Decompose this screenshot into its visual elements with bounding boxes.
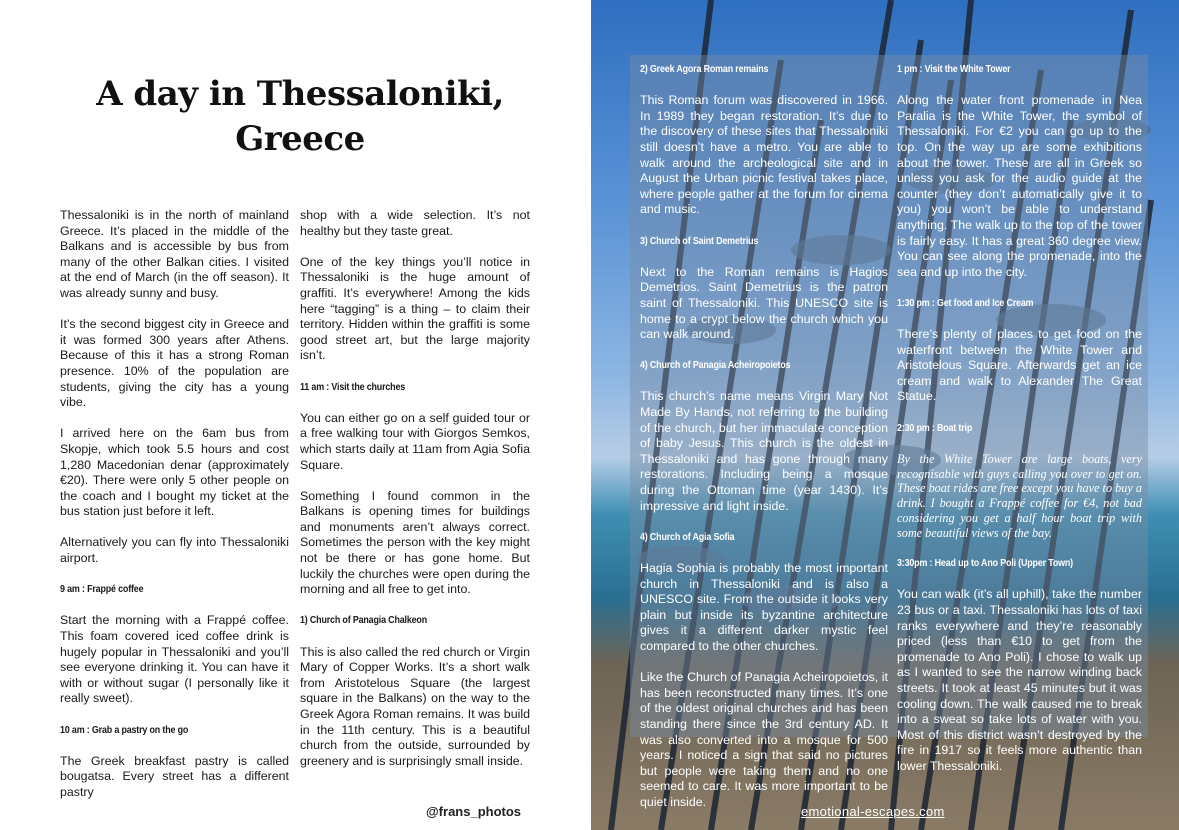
paragraph: The Greek breakfast pastry is called bougatsa. Every street has a different pastry [60, 753, 289, 799]
section-heading: 3) Church of Saint Demetrius [640, 234, 759, 247]
paragraph: Something I found common in the Balkans is opening times for buildings and monuments aren’t always correct. Sometimes the person with the key might not be there or has gone home. But luckily the churches were open during the morning and all free to get into. [300, 488, 530, 597]
paragraph: This church’s name means Virgin Mary Not Made By Hands, not referring to the building of the church, but her immaculate conception of baby Jesus. This church is the oldest in Thessaloniki and has gone through many restorations. Including being a mosque during the Ottoman time (year 1430). It’s impressive and light inside. [640, 389, 888, 513]
paragraph: This is also called the red church or Virgin Mary of Copper Works. It’s a short walk from Aristotelous Square (the largest square in the Balkans) on the way to the Greek Agora Roman remains. It was build in the 11th century. This is a beautiful church from the outside, surrounded by greenery and is surprisingly small inside. [300, 644, 530, 768]
paragraph: It’s the second biggest city in Greece and it was formed 300 years after Athens. Because of this it has a strong Roman presence. 10% of the population are students, giving the city has a young vibe. [60, 317, 289, 410]
right-page [591, 0, 1179, 830]
page-title: A day in Thessaloniki, Greece [96, 74, 504, 159]
article-column-2 [300, 208, 530, 785]
section-heading: 2) Greek Agora Roman remains [640, 63, 769, 75]
section-heading: 1 pm : Visit the White Tower [897, 63, 1011, 75]
section-heading: 10 am : Grab a pastry on the go [60, 723, 189, 736]
section-heading: 1:30 pm : Get food and Ice Cream [897, 296, 1034, 309]
section-heading: 2:30 pm : Boat trip [897, 421, 973, 434]
paragraph: One of the key things you’ll notice in Thessaloniki is the huge amount of graffiti. It’s everywhere! Among the kids here “tagging” is a thing – to claim their territory. Hidden within the graffiti is some good street art, but the large majority isn’t. [300, 254, 530, 363]
paragraph: Next to the Roman remains is Hagios Demetrios. Saint Demetrius is the patron saint of Thessaloniki. This UNESCO site is home to a crypt below the church which you can walk around. [640, 264, 888, 342]
paragraph: Alternatively you can fly into Thessaloniki airport. [60, 535, 289, 566]
section-heading: 11 am : Visit the churches [300, 380, 406, 393]
article-column-3 [640, 62, 888, 826]
paragraph: Thessaloniki is in the north of mainland Greece. It’s placed in the middle of the Balkans and is accessible by bus from many of the other Balkan cities. I visited at the end of March (in the off season). It was already sunny and busy. [60, 208, 289, 300]
photographer-handle: @frans_photos [426, 804, 522, 819]
paragraph: Start the morning with a Frappé coffee. This foam covered iced coffee drink is hugely popular in Thessaloniki and you’ll see everyone drinking it. You can have it with or without sugar (I personally like it really sweet). [60, 613, 289, 706]
paragraph: You can walk (it’s all uphill), take the number 23 bus or a taxi. Thessaloniki has lots of taxi ranks everywhere and they’re reasonably priced (less than €10 to get from the promenade to Ano Poli). I chose to walk up as I wanted to see the narrow winding back streets. It took at least 45 minutes but it was cooling down. The walk caused me to break into a sweat so take lots of water with you. Most of this district wasn’t destroyed by the fire in 1917 so it feels more authentic than lower Thessaloniki. [897, 587, 1142, 773]
article-column-1 [60, 208, 289, 816]
section-heading: 3:30pm : Head up to Ano Poli (Upper Town) [897, 557, 1073, 570]
paragraph: You can either go on a self guided tour or a free walking tour with Giorgos Semkos, which starts daily at 11am from Agia Sofia Square. [300, 410, 530, 472]
section-heading: 9 am : Frappé coffee [60, 583, 144, 596]
paragraph: Hagia Sophia is probably the most important church in Thessaloniki and is also a UNESCO site. From the outside it looks very plain but inside its byzantine architecture gives it a different darker mystic feel compared to the other churches. [640, 561, 888, 653]
paragraph: By the White Tower are large boats, very recognisable with guys calling you over to get on. These boat rides are free except you have to buy a drink. I bought a Frappé coffee for €4, not bad considering you get a half hour boat trip with some beautiful views of the bay. [897, 451, 1142, 540]
article-column-4 [897, 62, 1142, 790]
paragraph: This Roman forum was discovered in 1966. In 1989 they began restoration. It’s due to the discovery of these sites that Thessaloniki still doesn’t have a metro. You are able to walk around the archeological site and in August the Urban picnic festival takes place, where people gather at the forum for cinema and music. [640, 93, 888, 217]
website-link[interactable]: emotional-escapes.com [801, 804, 945, 819]
paragraph: Like the Church of Panagia Acheiropoietos, it has been reconstructed many times. It’s one of the oldest original churches and has been standing there since the 3rd century AD. It was also converted into a mosque for 500 years. I noticed a sign that said no pictures but people were taking them and no one seemed to care. It was more important to be quiet inside. [640, 670, 888, 809]
section-heading: 4) Church of Panagia Acheiropoietos [640, 359, 791, 372]
section-heading: 4) Church of Agia Sofia [640, 530, 735, 543]
paragraph: I arrived here on the 6am bus from Skopje, which took 5.5 hours and cost 1,280 Macedonian denar (approximately €20). There were only 5 other people on the coach and I bought my ticket at the bus station just before it left. [60, 426, 289, 519]
paragraph: shop with a wide selection. It’s not healthy but they taste great. [300, 208, 530, 238]
paragraph: There’s plenty of places to get food on the waterfront between the White Tower and Aristotelous Square. Afterwards get an ice cream and walk to Alexander The Great Statue. [897, 327, 1142, 404]
paragraph: Along the water front promenade in Nea Paralia is the White Tower, the symbol of Thessaloniki. For €2 you can go up to the top. On the way up are some exhibitions about the tower. These are all in Greek so unless you ask for the audio guide at the counter (they don’t automatically give it to you) you won’t be able to understand anything. The walk up to the top of the tower is fairly easy. It has a great 360 degree view. You can see along the promenade, into the sea and up into the city. [897, 93, 1142, 279]
section-heading: 1) Church of Panagia Chalkeon [300, 614, 427, 627]
